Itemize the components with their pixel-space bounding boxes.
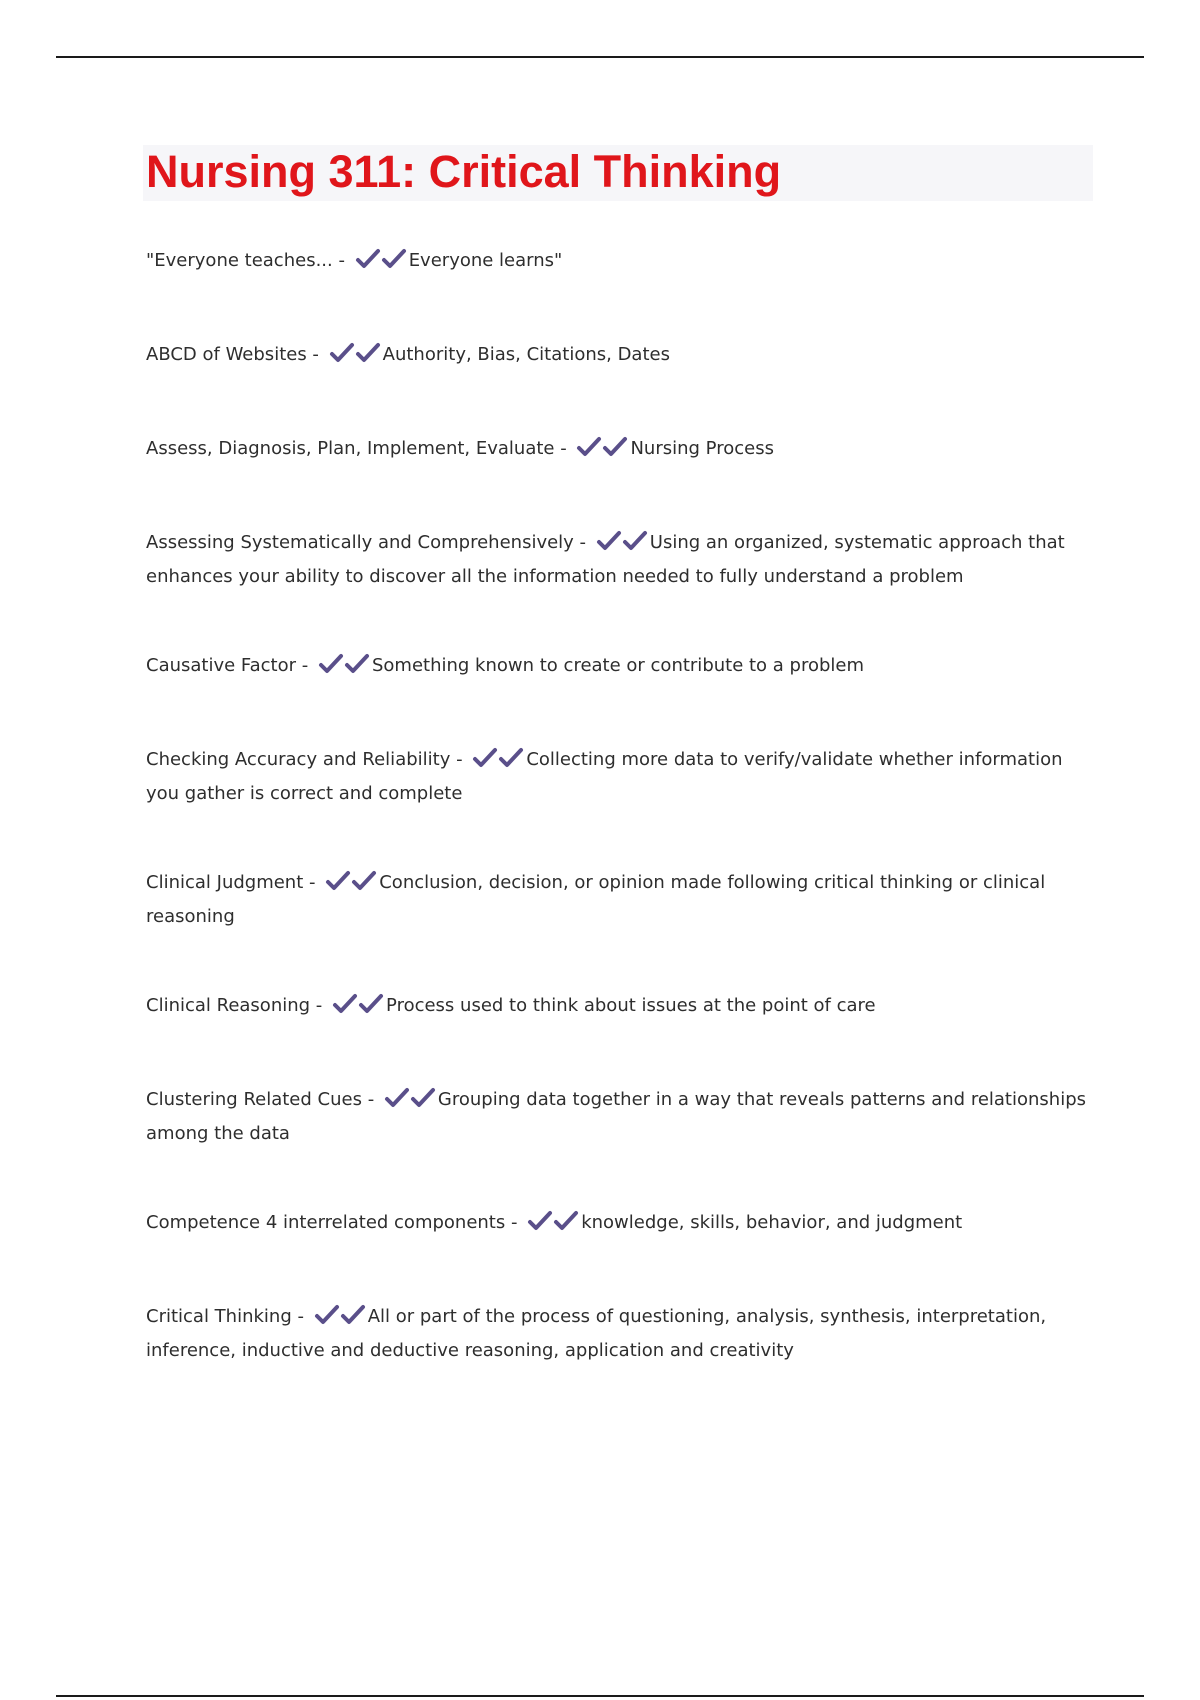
- entry-definition: Process used to think about issues at the point of care: [386, 995, 876, 1016]
- document-title: Nursing 311: Critical Thinking: [146, 146, 782, 197]
- double-check-icon: [332, 993, 384, 1025]
- double-check-icon: [318, 653, 370, 685]
- entry: [146, 1208, 1086, 1242]
- double-check-icon: [472, 747, 524, 779]
- entry-term: Assess, Diagnosis, Plan, Implement, Evaluate: [146, 438, 555, 459]
- check-mark-icon: [332, 993, 358, 1015]
- entry-separator: -: [291, 1306, 310, 1327]
- check-mark-icon: [381, 248, 407, 270]
- entry-term: Clustering Related Cues: [146, 1089, 362, 1110]
- entry-definition: Using an organized, systematic approach that enhances your ability to discover all the information needed to fully understand a problem: [146, 532, 1065, 587]
- entry-term: Competence 4 interrelated components: [146, 1212, 506, 1233]
- entry-separator: -: [303, 872, 322, 893]
- check-mark-icon: [602, 436, 628, 458]
- entry-term: ABCD of Websites: [146, 344, 307, 365]
- double-check-icon: [314, 1304, 366, 1336]
- entry-term: Checking Accuracy and Reliability: [146, 749, 451, 770]
- check-mark-icon: [351, 870, 377, 892]
- entry: [146, 745, 1086, 809]
- entry-separator: -: [450, 749, 469, 770]
- entry-definition: Something known to create or contribute to a problem: [371, 655, 865, 676]
- entry: [146, 991, 1086, 1025]
- bottom-rule: [56, 1695, 1144, 1697]
- entry: [146, 868, 1086, 932]
- double-check-icon: [384, 1087, 436, 1119]
- entry: [146, 434, 1086, 468]
- entry: [146, 246, 1086, 280]
- entry: [146, 528, 1086, 592]
- entry-definition: Authority, Bias, Citations, Dates: [382, 344, 670, 365]
- check-mark-icon: [596, 530, 622, 552]
- check-mark-icon: [472, 747, 498, 769]
- double-check-icon: [355, 248, 407, 280]
- check-mark-icon: [318, 653, 344, 675]
- check-mark-icon: [314, 1304, 340, 1326]
- entry-definition: Conclusion, decision, or opinion made following critical thinking or clinical reasoning: [146, 872, 1046, 927]
- entry-term: Clinical Judgment: [146, 872, 304, 893]
- entry-term: Causative Factor: [146, 655, 297, 676]
- double-check-icon: [576, 436, 628, 468]
- entry-separator: -: [554, 438, 573, 459]
- entry-separator: -: [361, 1089, 380, 1110]
- check-mark-icon: [410, 1087, 436, 1109]
- entry: [146, 340, 1086, 374]
- entry-term: Critical Thinking: [146, 1306, 292, 1327]
- entry-definition: knowledge, skills, behavior, and judgment: [581, 1212, 963, 1233]
- double-check-icon: [527, 1210, 579, 1242]
- check-mark-icon: [344, 653, 370, 675]
- entry: [146, 651, 1086, 685]
- entry: [146, 1302, 1086, 1366]
- entry-definition: Everyone learns": [408, 250, 563, 271]
- entry-separator: -: [306, 344, 325, 365]
- entry-term: Assessing Systematically and Comprehensively: [146, 532, 574, 553]
- entry-definition: Grouping data together in a way that reveals patterns and relationships among the data: [146, 1089, 1087, 1144]
- double-check-icon: [325, 870, 377, 902]
- check-mark-icon: [355, 248, 381, 270]
- entry-term: "Everyone teaches...: [146, 250, 333, 271]
- check-mark-icon: [553, 1210, 579, 1232]
- double-check-icon: [596, 530, 648, 562]
- entry-separator: -: [573, 532, 592, 553]
- check-mark-icon: [329, 342, 355, 364]
- entry-separator: -: [296, 655, 314, 676]
- entry-definition: Collecting more data to verify/validate whether information you gather is correct and complete: [146, 749, 1063, 804]
- check-mark-icon: [622, 530, 648, 552]
- check-mark-icon: [527, 1210, 553, 1232]
- entry-term: Clinical Reasoning: [146, 995, 311, 1016]
- double-check-icon: [329, 342, 381, 374]
- entry-separator: -: [505, 1212, 524, 1233]
- check-mark-icon: [358, 993, 384, 1015]
- entry-separator: -: [310, 995, 329, 1016]
- entry-definition: All or part of the process of questioning, analysis, synthesis, interpretation, inference, inductive and deductive reasoning, application and creativity: [146, 1306, 1047, 1361]
- entry: [146, 1085, 1086, 1149]
- top-rule: [56, 56, 1144, 58]
- check-mark-icon: [498, 747, 524, 769]
- entry-separator: -: [332, 250, 351, 271]
- check-mark-icon: [384, 1087, 410, 1109]
- entry-definition: Nursing Process: [630, 438, 774, 459]
- check-mark-icon: [340, 1304, 366, 1326]
- check-mark-icon: [325, 870, 351, 892]
- check-mark-icon: [355, 342, 381, 364]
- check-mark-icon: [576, 436, 602, 458]
